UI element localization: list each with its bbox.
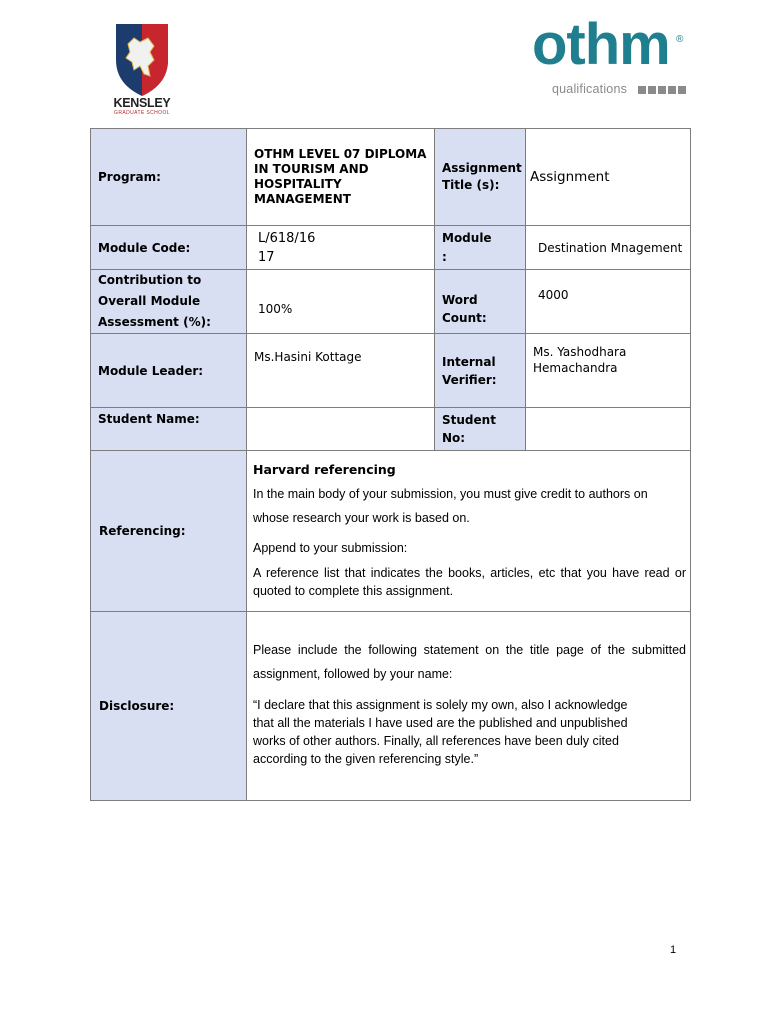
referencing-heading: Harvard referencing [253,462,396,477]
module-value: Destination Mnagement [526,226,691,270]
module-label-line2: : [442,249,447,264]
module-leader-label: Module Leader: [91,334,247,408]
module-label [435,226,526,270]
disclosure-statement: “I declare that this assignment is solely my own, also I acknowledge that all the materials I have used are the published and unpublished works of other authors. Finally, all references have been duly cited according to the given referencing style.” [253,698,628,766]
disclosure-para-1: Please include the following statement on the title page of the submitted assignment, followed by your name: [253,643,686,681]
disclosure-content [247,612,691,801]
disclosure-label: Disclosure: [91,612,247,801]
module-code-line1: L/618/16 [258,230,316,246]
module-code-row [91,226,691,270]
othm-qualifications-text: qualifications [552,82,628,96]
internal-verifier-label: Internal Verifier: [435,334,526,408]
othm-logo [532,12,692,100]
word-count-value: 4000 [526,270,691,334]
assignment-cover-table [90,128,691,801]
module-code-line2: 17 [258,249,275,265]
kensley-wordmark: KENSLEY [113,96,171,110]
referencing-content [247,451,691,612]
word-count-label: Word Count: [435,270,526,334]
student-row [91,408,691,451]
contribution-label [91,270,247,334]
assignment-title-value: Assignment [526,129,691,226]
student-no-label: Student No: [435,408,526,451]
registered-mark: ® [676,34,684,45]
kensley-subtitle: GRADUATE SCHOOL [114,110,170,116]
referencing-para-3: A reference list that indicates the books, articles, etc that you have read or quoted to complete this assignment. [253,566,686,598]
contribution-label-line1: Contribution to [98,273,202,287]
student-name-field[interactable] [247,408,435,451]
module-code-value [247,226,435,270]
disclosure-row [91,612,691,801]
referencing-label: Referencing: [91,451,247,612]
program-value: OTHM LEVEL 07 DIPLOMA IN TOURISM AND HOSPITALITY MANAGEMENT [247,129,435,226]
referencing-para-1: In the main body of your submission, you must give credit to authors on whose research your work is based on. [253,487,648,525]
contribution-label-line2: Overall Module [98,294,201,308]
internal-verifier-value: Ms. Yashodhara Hemachandra [526,334,691,408]
program-row [91,129,691,226]
page-number: 1 [670,944,677,956]
student-name-label: Student Name: [91,408,247,451]
assignment-title-label: Assignment Title (s): [435,129,526,226]
contribution-value: 100% [247,270,435,334]
module-label-line1: Module [442,230,492,245]
othm-bars-icon [638,86,686,94]
referencing-para-2: Append to your submission: [253,541,408,555]
contribution-row [91,270,691,334]
referencing-row [91,451,691,612]
student-no-field[interactable] [526,408,691,451]
contribution-label-line3: Assessment (%): [98,315,211,329]
program-label: Program: [91,129,247,226]
module-leader-value: Ms.Hasini Kottage [247,334,435,408]
module-leader-row [91,334,691,408]
module-code-label: Module Code: [91,226,247,270]
othm-wordmark: othm [532,12,670,77]
